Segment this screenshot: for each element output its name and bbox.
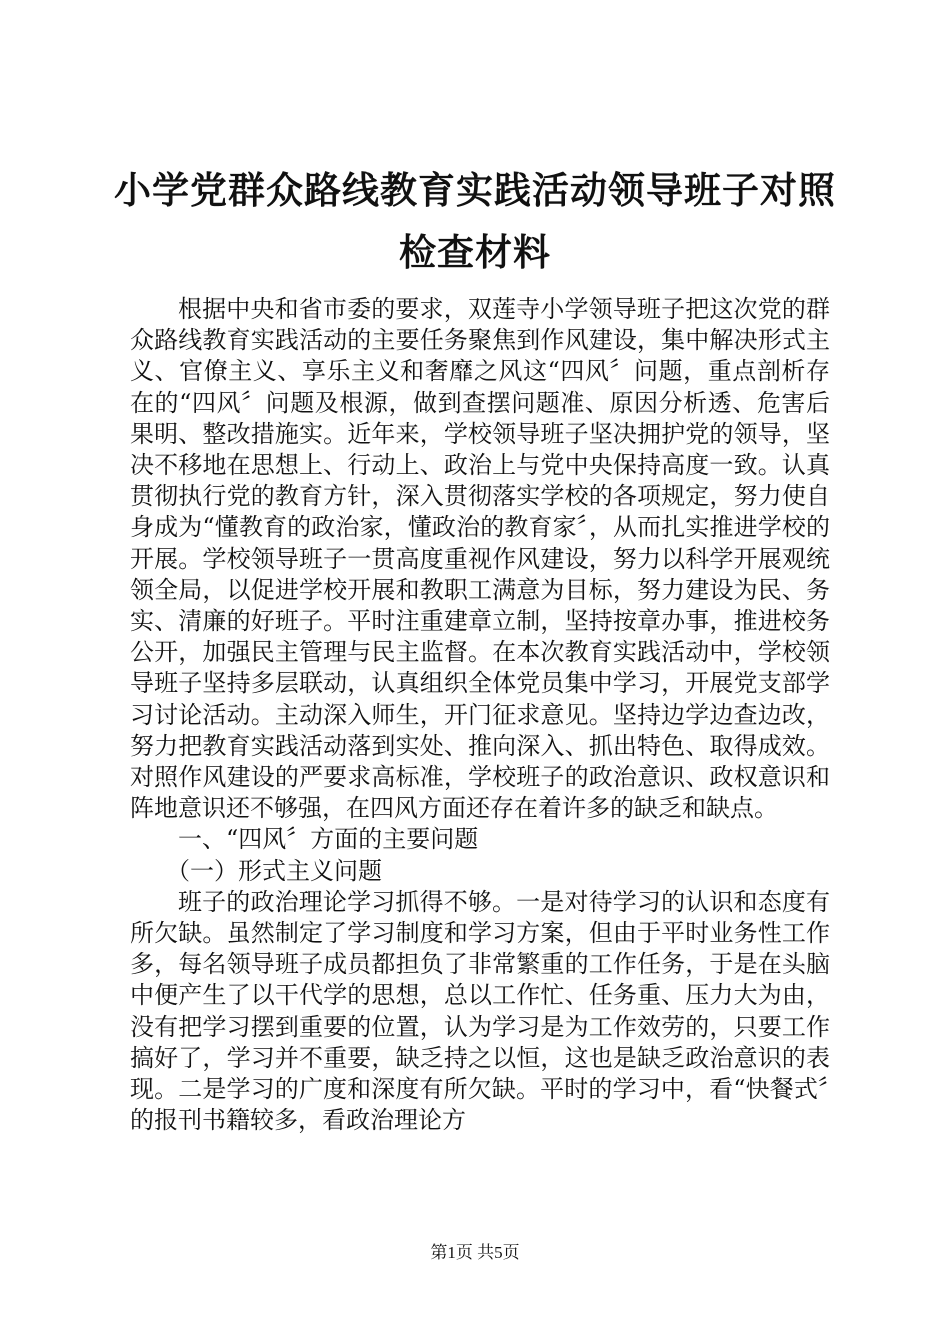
document-title: 小学党群众路线教育实践活动领导班子对照检查材料 bbox=[114, 169, 836, 274]
section-heading: 一、“四风〞方面的主要问题 bbox=[178, 825, 479, 854]
document-body bbox=[130, 294, 830, 1136]
intro-paragraph: 根据中央和省市委的要求，双莲寺小学领导班子把这次党的群众路线教育实践活动的主要任务聚焦到作风建设，集中解决形式主义、官僚主义、享乐主义和奢靡之风这“四风〞问题，重点剖析存在的“四风〞问题及根源，做到查摆问题准、原因分析透、危害后果明、整改措施实。近年来，学校领导班子坚决拥护党的领导，坚决不移地在思想上、行动上、政治上与党中央保持高度一致。认真贯彻执行党的教育方针，深入贯彻落实学校的各项规定，努力使自身成为“懂教育的政治家，懂政治的教育家〞，从而扎实推进学校的开展。学校领导班子一贯高度重视作风建设，努力以科学开展观统领全局，以促进学校开展和教职工满意为目标，努力建设为民、务实、清廉的好班子。平时注重建章立制，坚持按章办事，推进校务公开，加强民主管理与民主监督。在本次教育实践活动中，学校领导班子坚持多层联动，认真组织全体党员集中学习，开展党支部学习讨论活动。主动深入师生，开门征求意见。坚持边学边查边改，努力把教育实践活动落到实处、推向深入、抓出特色、取得成效。对照作风建设的严要求高标准，学校班子的政治意识、政权意识和阵地意识还不够强，在四风方面还存在着许多的缺乏和缺点。 bbox=[130, 295, 830, 823]
subsection-heading: （一）形式主义问题 bbox=[166, 856, 382, 885]
page-number-footer: 第1页 共5页 bbox=[430, 1243, 520, 1262]
formalism-paragraph: 班子的政治理论学习抓得不够。一是对待学习的认识和态度有所欠缺。虽然制定了学习制度和学习方案，但由于平时业务性工作多，每名领导班子成员都担负了非常繁重的工作任务，于是在头脑中便产生了以干代学的思想，总以工作忙、任务重、压力大为由，没有把学习摆到重要的位置，认为学习是为工作效劳的，只要工作搞好了，学习并不重要，缺乏持之以恒，这也是缺乏政治意识的表现。二是学习的广度和深度有所欠缺。平时的学习中，看“快餐式〞的报刊书籍较多，看政治理论方 bbox=[130, 887, 830, 1135]
